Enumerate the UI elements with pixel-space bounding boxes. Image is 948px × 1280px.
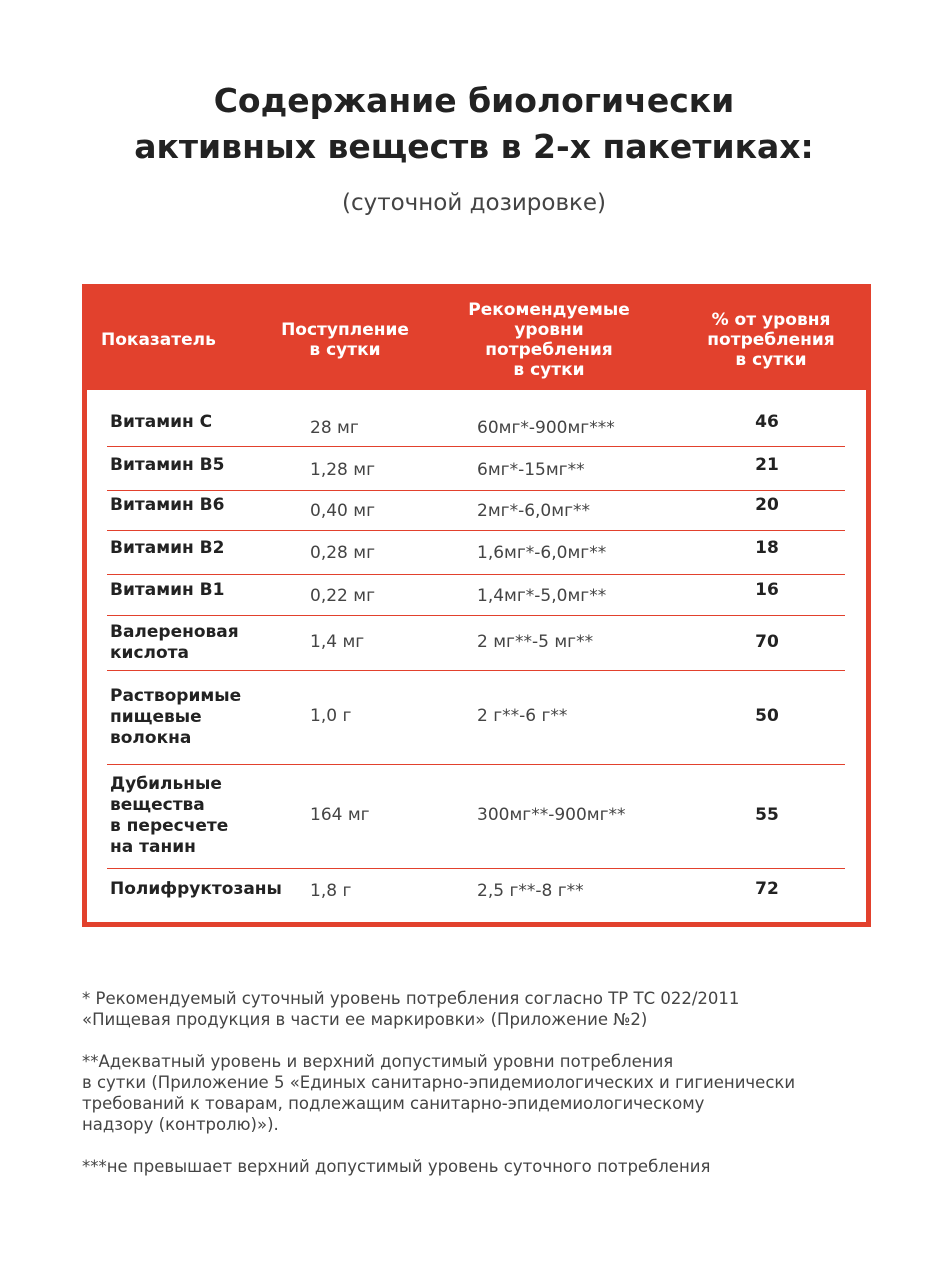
row-name: Витамин В6 bbox=[110, 495, 225, 515]
footnote-3: ***не превышает верхний допустимый уровень суточного потребления bbox=[82, 1157, 711, 1176]
row-name: Витамин В2 bbox=[110, 538, 225, 558]
table-row bbox=[87, 447, 866, 490]
row-name: Растворимые пищевые волокна bbox=[110, 686, 242, 748]
row-name: Полифруктозаны bbox=[110, 879, 282, 899]
row-percent: 16 bbox=[755, 580, 779, 600]
table-row bbox=[87, 670, 866, 763]
row-intake: 28 мг bbox=[310, 418, 359, 438]
row-recommended: 6мг*-15мг** bbox=[477, 460, 585, 480]
row-recommended: 60мг*-900мг*** bbox=[477, 418, 615, 438]
row-intake: 0,22 мг bbox=[310, 586, 376, 606]
title-line-1: Содержание биологически bbox=[213, 81, 735, 120]
row-percent: 18 bbox=[755, 538, 779, 558]
page-subtitle: (суточной дозировке) bbox=[341, 190, 607, 216]
row-recommended: 1,6мг*-6,0мг** bbox=[477, 543, 607, 563]
row-percent: 20 bbox=[755, 495, 779, 515]
row-name: Витамин В1 bbox=[110, 580, 225, 600]
footnote-1: * Рекомендуемый суточный уровень потребления согласно ТР ТС 022/2011 «Пищевая продукция в части ее маркировки» (Приложение №2) bbox=[82, 989, 740, 1029]
row-recommended: 2мг*-6,0мг** bbox=[477, 501, 590, 521]
header-percent-label: % от уровня потребления в сутки bbox=[707, 309, 835, 370]
row-percent: 46 bbox=[755, 412, 779, 432]
row-percent: 70 bbox=[755, 632, 779, 652]
row-percent: 55 bbox=[755, 805, 779, 825]
header-indicator-label: Показатель bbox=[101, 329, 216, 350]
title-line-2: активных веществ в 2-х пакетиках: bbox=[134, 127, 814, 166]
row-percent: 72 bbox=[755, 879, 779, 899]
page-title bbox=[0, 78, 948, 170]
footnote-2: **Адекватный уровень и верхний допустимый уровни потребления в сутки (Приложение 5 «Единых санитарно-эпидемиологических и гигиенически требований к товарам, подлежащим санитарно-эпидемиологическому надзору (контролю)»). bbox=[82, 1052, 796, 1134]
row-recommended: 2,5 г**-8 г** bbox=[477, 881, 584, 901]
table-row bbox=[87, 764, 866, 869]
row-intake: 1,28 мг bbox=[310, 460, 376, 480]
row-name: Валереновая кислота bbox=[110, 622, 239, 663]
row-intake: 1,8 г bbox=[310, 881, 352, 901]
nutrient-table bbox=[82, 284, 871, 927]
row-recommended: 2 г**-6 г** bbox=[477, 706, 568, 726]
row-recommended: 2 мг**-5 мг** bbox=[477, 632, 594, 652]
row-name: Витамин С bbox=[110, 412, 213, 432]
header-recommended bbox=[449, 289, 649, 390]
header-intake-label: Поступление в сутки bbox=[281, 319, 409, 360]
row-intake: 0,28 мг bbox=[310, 543, 376, 563]
header-percent bbox=[687, 289, 855, 390]
row-intake: 1,4 мг bbox=[310, 632, 365, 652]
footnotes bbox=[82, 988, 882, 1198]
row-intake: 1,0 г bbox=[310, 706, 352, 726]
row-intake: 164 мг bbox=[310, 805, 370, 825]
row-percent: 50 bbox=[755, 706, 779, 726]
table-header bbox=[87, 289, 866, 390]
table-row bbox=[87, 490, 866, 530]
table-row bbox=[87, 574, 866, 614]
row-name: Витамин В5 bbox=[110, 455, 225, 475]
row-recommended: 1,4мг*-5,0мг** bbox=[477, 586, 607, 606]
table-row bbox=[87, 868, 866, 918]
header-recommended-label: Рекомендуемые уровни потребления в сутки bbox=[468, 299, 630, 380]
header-intake bbox=[265, 289, 425, 390]
table-row bbox=[87, 615, 866, 670]
row-percent: 21 bbox=[755, 455, 779, 475]
header-indicator bbox=[101, 289, 251, 390]
row-recommended: 300мг**-900мг** bbox=[477, 805, 626, 825]
row-intake: 0,40 мг bbox=[310, 501, 376, 521]
table-row bbox=[87, 404, 866, 448]
table-row bbox=[87, 530, 866, 574]
row-name: Дубильные вещества в пересчете на танин bbox=[110, 774, 229, 857]
